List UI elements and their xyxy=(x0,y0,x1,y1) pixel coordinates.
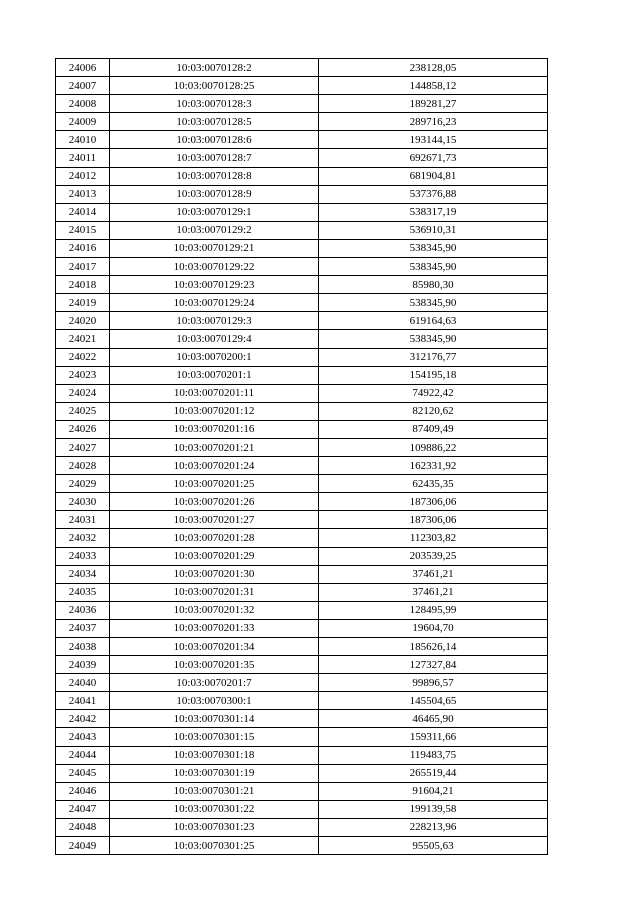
table-row xyxy=(56,457,548,475)
cadastral-value-cell: 228213,96 xyxy=(319,818,548,836)
row-number-cell: 24009 xyxy=(56,113,110,131)
table-body xyxy=(56,59,548,855)
cadastral-value-cell: 538345,90 xyxy=(319,239,548,257)
row-number-cell: 24020 xyxy=(56,312,110,330)
row-number-cell: 24022 xyxy=(56,348,110,366)
cadastral-number-cell: 10:03:0070128:8 xyxy=(110,167,319,185)
cadastral-number-cell: 10:03:0070129:24 xyxy=(110,294,319,312)
cadastral-number-cell: 10:03:0070201:25 xyxy=(110,475,319,493)
row-number-cell: 24043 xyxy=(56,728,110,746)
cadastral-value-cell: 95505,63 xyxy=(319,837,548,855)
cadastral-number-cell: 10:03:0070128:9 xyxy=(110,185,319,203)
table-row xyxy=(56,818,548,836)
cadastral-number-cell: 10:03:0070129:3 xyxy=(110,312,319,330)
cadastral-number-cell: 10:03:0070201:30 xyxy=(110,565,319,583)
row-number-cell: 24026 xyxy=(56,420,110,438)
cadastral-number-cell: 10:03:0070201:29 xyxy=(110,547,319,565)
cadastral-number-cell: 10:03:0070201:34 xyxy=(110,638,319,656)
cadastral-number-cell: 10:03:0070201:26 xyxy=(110,493,319,511)
row-number-cell: 24018 xyxy=(56,276,110,294)
cadastral-number-cell: 10:03:0070129:23 xyxy=(110,276,319,294)
row-number-cell: 24031 xyxy=(56,511,110,529)
table-row xyxy=(56,710,548,728)
table-row xyxy=(56,728,548,746)
cadastral-number-cell: 10:03:0070128:2 xyxy=(110,59,319,77)
cadastral-value-cell: 62435,35 xyxy=(319,475,548,493)
table-row xyxy=(56,493,548,511)
cadastral-number-cell: 10:03:0070301:25 xyxy=(110,837,319,855)
row-number-cell: 24029 xyxy=(56,475,110,493)
table-row xyxy=(56,420,548,438)
row-number-cell: 24039 xyxy=(56,656,110,674)
row-number-cell: 24010 xyxy=(56,131,110,149)
row-number-cell: 24042 xyxy=(56,710,110,728)
table-row xyxy=(56,583,548,601)
cadastral-value-cell: 37461,21 xyxy=(319,583,548,601)
table-row xyxy=(56,782,548,800)
cadastral-number-cell: 10:03:0070128:3 xyxy=(110,95,319,113)
cadastral-value-cell: 619164,63 xyxy=(319,312,548,330)
row-number-cell: 24046 xyxy=(56,782,110,800)
cadastral-value-cell: 109886,22 xyxy=(319,438,548,456)
cadastral-number-cell: 10:03:0070201:7 xyxy=(110,674,319,692)
cadastral-value-cell: 189281,27 xyxy=(319,95,548,113)
table-row xyxy=(56,475,548,493)
cadastral-value-table xyxy=(55,58,548,855)
table-row xyxy=(56,59,548,77)
cadastral-value-cell: 537376,88 xyxy=(319,185,548,203)
cadastral-value-cell: 265519,44 xyxy=(319,764,548,782)
table-row xyxy=(56,656,548,674)
cadastral-value-cell: 289716,23 xyxy=(319,113,548,131)
cadastral-value-cell: 162331,92 xyxy=(319,457,548,475)
table-row xyxy=(56,547,548,565)
cadastral-number-cell: 10:03:0070128:6 xyxy=(110,131,319,149)
table-row xyxy=(56,330,548,348)
cadastral-number-cell: 10:03:0070129:1 xyxy=(110,203,319,221)
cadastral-value-cell: 159311,66 xyxy=(319,728,548,746)
cadastral-number-cell: 10:03:0070201:27 xyxy=(110,511,319,529)
cadastral-value-cell: 127327,84 xyxy=(319,656,548,674)
cadastral-value-cell: 692671,73 xyxy=(319,149,548,167)
cadastral-number-cell: 10:03:0070201:1 xyxy=(110,366,319,384)
cadastral-value-cell: 82120,62 xyxy=(319,402,548,420)
cadastral-value-cell: 99896,57 xyxy=(319,674,548,692)
row-number-cell: 24006 xyxy=(56,59,110,77)
row-number-cell: 24023 xyxy=(56,366,110,384)
table-row xyxy=(56,294,548,312)
cadastral-number-cell: 10:03:0070201:31 xyxy=(110,583,319,601)
cadastral-number-cell: 10:03:0070301:21 xyxy=(110,782,319,800)
cadastral-number-cell: 10:03:0070201:21 xyxy=(110,438,319,456)
cadastral-number-cell: 10:03:0070201:33 xyxy=(110,619,319,637)
cadastral-value-cell: 87409,49 xyxy=(319,420,548,438)
row-number-cell: 24047 xyxy=(56,800,110,818)
cadastral-value-cell: 145504,65 xyxy=(319,692,548,710)
table-row xyxy=(56,402,548,420)
row-number-cell: 24016 xyxy=(56,239,110,257)
row-number-cell: 24033 xyxy=(56,547,110,565)
cadastral-value-cell: 538317,19 xyxy=(319,203,548,221)
table-row xyxy=(56,565,548,583)
cadastral-value-cell: 681904,81 xyxy=(319,167,548,185)
row-number-cell: 24041 xyxy=(56,692,110,710)
cadastral-value-cell: 112303,82 xyxy=(319,529,548,547)
cadastral-number-cell: 10:03:0070201:35 xyxy=(110,656,319,674)
table-row xyxy=(56,239,548,257)
row-number-cell: 24015 xyxy=(56,221,110,239)
cadastral-value-cell: 74922,42 xyxy=(319,384,548,402)
cadastral-number-cell: 10:03:0070301:18 xyxy=(110,746,319,764)
row-number-cell: 24025 xyxy=(56,402,110,420)
cadastral-number-cell: 10:03:0070129:21 xyxy=(110,239,319,257)
table-row xyxy=(56,276,548,294)
cadastral-number-cell: 10:03:0070301:23 xyxy=(110,818,319,836)
cadastral-value-cell: 187306,06 xyxy=(319,493,548,511)
table-row xyxy=(56,692,548,710)
cadastral-value-cell: 538345,90 xyxy=(319,294,548,312)
cadastral-value-cell: 238128,05 xyxy=(319,59,548,77)
table-row xyxy=(56,601,548,619)
row-number-cell: 24038 xyxy=(56,638,110,656)
cadastral-value-cell: 91604,21 xyxy=(319,782,548,800)
table-row xyxy=(56,312,548,330)
row-number-cell: 24048 xyxy=(56,818,110,836)
cadastral-number-cell: 10:03:0070201:11 xyxy=(110,384,319,402)
cadastral-number-cell: 10:03:0070128:25 xyxy=(110,77,319,95)
cadastral-value-cell: 203539,25 xyxy=(319,547,548,565)
cadastral-number-cell: 10:03:0070301:15 xyxy=(110,728,319,746)
row-number-cell: 24024 xyxy=(56,384,110,402)
cadastral-value-cell: 19604,70 xyxy=(319,619,548,637)
row-number-cell: 24021 xyxy=(56,330,110,348)
cadastral-value-cell: 193144,15 xyxy=(319,131,548,149)
table-row xyxy=(56,438,548,456)
cadastral-number-cell: 10:03:0070201:24 xyxy=(110,457,319,475)
table-row xyxy=(56,203,548,221)
cadastral-number-cell: 10:03:0070128:5 xyxy=(110,113,319,131)
cadastral-value-cell: 312176,77 xyxy=(319,348,548,366)
cadastral-value-cell: 538345,90 xyxy=(319,330,548,348)
cadastral-value-cell: 37461,21 xyxy=(319,565,548,583)
cadastral-value-cell: 185626,14 xyxy=(319,638,548,656)
cadastral-number-cell: 10:03:0070301:19 xyxy=(110,764,319,782)
row-number-cell: 24044 xyxy=(56,746,110,764)
cadastral-number-cell: 10:03:0070201:32 xyxy=(110,601,319,619)
row-number-cell: 24045 xyxy=(56,764,110,782)
row-number-cell: 24040 xyxy=(56,674,110,692)
row-number-cell: 24011 xyxy=(56,149,110,167)
table-row xyxy=(56,113,548,131)
row-number-cell: 24049 xyxy=(56,837,110,855)
table-row xyxy=(56,131,548,149)
cadastral-number-cell: 10:03:0070128:7 xyxy=(110,149,319,167)
row-number-cell: 24008 xyxy=(56,95,110,113)
cadastral-value-cell: 119483,75 xyxy=(319,746,548,764)
table-row xyxy=(56,185,548,203)
table-row xyxy=(56,384,548,402)
cadastral-value-cell: 85980,30 xyxy=(319,276,548,294)
table-row xyxy=(56,149,548,167)
cadastral-number-cell: 10:03:0070301:14 xyxy=(110,710,319,728)
cadastral-value-cell: 144858,12 xyxy=(319,77,548,95)
row-number-cell: 24019 xyxy=(56,294,110,312)
table-row xyxy=(56,638,548,656)
table-row xyxy=(56,746,548,764)
cadastral-value-cell: 187306,06 xyxy=(319,511,548,529)
row-number-cell: 24035 xyxy=(56,583,110,601)
table-row xyxy=(56,95,548,113)
row-number-cell: 24013 xyxy=(56,185,110,203)
row-number-cell: 24037 xyxy=(56,619,110,637)
table-row xyxy=(56,800,548,818)
cadastral-number-cell: 10:03:0070201:16 xyxy=(110,420,319,438)
cadastral-value-cell: 46465,90 xyxy=(319,710,548,728)
row-number-cell: 24032 xyxy=(56,529,110,547)
table-row xyxy=(56,837,548,855)
cadastral-value-cell: 536910,31 xyxy=(319,221,548,239)
table-row xyxy=(56,764,548,782)
cadastral-number-cell: 10:03:0070129:22 xyxy=(110,258,319,276)
cadastral-value-cell: 128495,99 xyxy=(319,601,548,619)
row-number-cell: 24030 xyxy=(56,493,110,511)
row-number-cell: 24012 xyxy=(56,167,110,185)
cadastral-number-cell: 10:03:0070129:2 xyxy=(110,221,319,239)
cadastral-number-cell: 10:03:0070301:22 xyxy=(110,800,319,818)
row-number-cell: 24036 xyxy=(56,601,110,619)
cadastral-number-cell: 10:03:0070300:1 xyxy=(110,692,319,710)
table-row xyxy=(56,511,548,529)
table-row xyxy=(56,348,548,366)
table-row xyxy=(56,674,548,692)
cadastral-number-cell: 10:03:0070200:1 xyxy=(110,348,319,366)
row-number-cell: 24034 xyxy=(56,565,110,583)
row-number-cell: 24014 xyxy=(56,203,110,221)
cadastral-value-cell: 154195,18 xyxy=(319,366,548,384)
table-row xyxy=(56,167,548,185)
table-row xyxy=(56,619,548,637)
cadastral-number-cell: 10:03:0070129:4 xyxy=(110,330,319,348)
table-row xyxy=(56,529,548,547)
cadastral-number-cell: 10:03:0070201:12 xyxy=(110,402,319,420)
table-row xyxy=(56,366,548,384)
cadastral-value-cell: 538345,90 xyxy=(319,258,548,276)
cadastral-number-cell: 10:03:0070201:28 xyxy=(110,529,319,547)
table-row xyxy=(56,258,548,276)
table-row xyxy=(56,77,548,95)
cadastral-value-cell: 199139,58 xyxy=(319,800,548,818)
row-number-cell: 24027 xyxy=(56,438,110,456)
table-row xyxy=(56,221,548,239)
row-number-cell: 24028 xyxy=(56,457,110,475)
row-number-cell: 24017 xyxy=(56,258,110,276)
row-number-cell: 24007 xyxy=(56,77,110,95)
